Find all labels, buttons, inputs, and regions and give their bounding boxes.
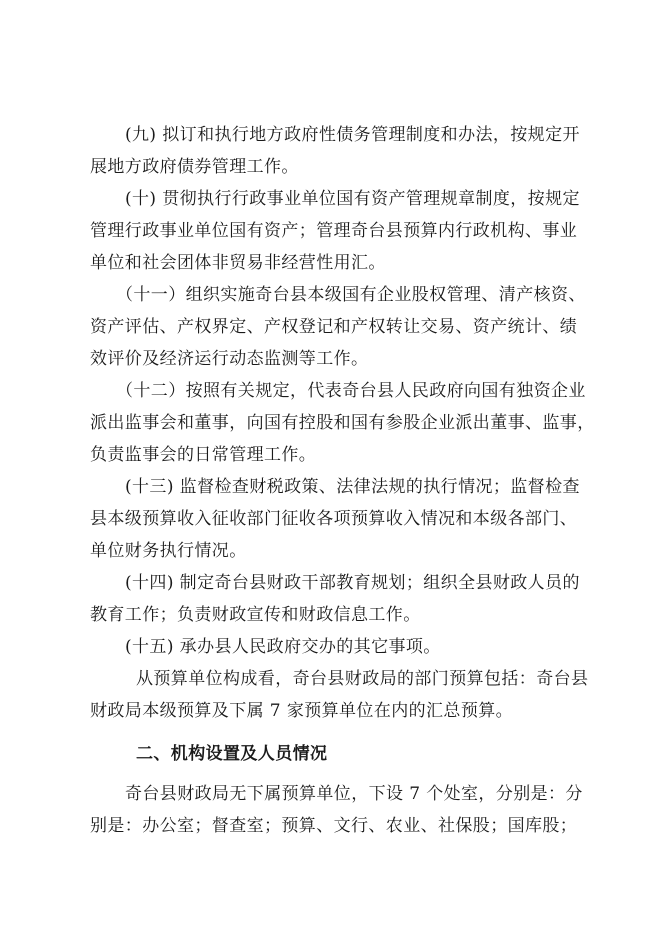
- paragraph-11-line-2: 资产评估、产权界定、产权登记和产权转让交易、资产统计、绩: [90, 317, 578, 337]
- paragraph-10-line-3: 单位和社会团体非贸易非经营性用汇。: [90, 253, 386, 273]
- paragraph-11-line-1: （十一）组织实施奇台县本级国有企业股权管理、清产核资、: [116, 285, 586, 305]
- organization-line-2: 别是：办公室；督查室；预算、文行、农业、社保股；国库股；: [90, 816, 578, 836]
- paragraph-13-line-2: 县本级预算收入征收部门征收各项预算收入情况和本级各部门、: [90, 509, 578, 529]
- paragraph-13-line-3: 单位财务执行情况。: [90, 541, 247, 561]
- paragraph-9-line-2: 展地方政府债券管理工作。: [90, 157, 299, 177]
- paragraph-12-line-2: 派出监事会和董事，向国有控股和国有参股企业派出董事、监事，: [90, 413, 595, 433]
- paragraph-9-line-1: (九) 拟订和执行地方政府性债务管理制度和办法，按规定开: [125, 125, 580, 145]
- paragraph-15-line-1: (十五) 承办县人民政府交办的其它事项。: [125, 637, 441, 657]
- organization-line-1: 奇台县财政局无下属预算单位，下设 7 个处室，分别是：分: [125, 784, 583, 804]
- paragraph-12-line-1: （十二）按照有关规定，代表奇台县人民政府向国有独资企业: [116, 381, 586, 401]
- paragraph-11-line-3: 效评价及经济运行动态监测等工作。: [90, 349, 369, 369]
- paragraph-10-line-1: (十) 贯彻执行行政事业单位国有资产管理规章制度，按规定: [125, 189, 580, 209]
- budget-composition-line-2: 财政局本级预算及下属 7 家预算单位在内的汇总预算。: [90, 701, 514, 721]
- paragraph-14-line-2: 教育工作；负责财政宣传和财政信息工作。: [90, 605, 421, 625]
- budget-composition-line-1: 从预算单位构成看，奇台县财政局的部门预算包括：奇台县: [136, 669, 589, 689]
- paragraph-12-line-3: 负责监事会的日常管理工作。: [90, 445, 317, 465]
- paragraph-10-line-2: 管理行政事业单位国有资产；管理奇台县预算内行政机构、事业: [90, 221, 578, 241]
- paragraph-13-line-1: (十三) 监督检查财税政策、法律法规的执行情况；监督检查: [125, 477, 580, 497]
- paragraph-14-line-1: (十四) 制定奇台县财政干部教育规划；组织全县财政人员的: [125, 573, 580, 593]
- section-heading: 二、机构设置及人员情况: [136, 744, 328, 764]
